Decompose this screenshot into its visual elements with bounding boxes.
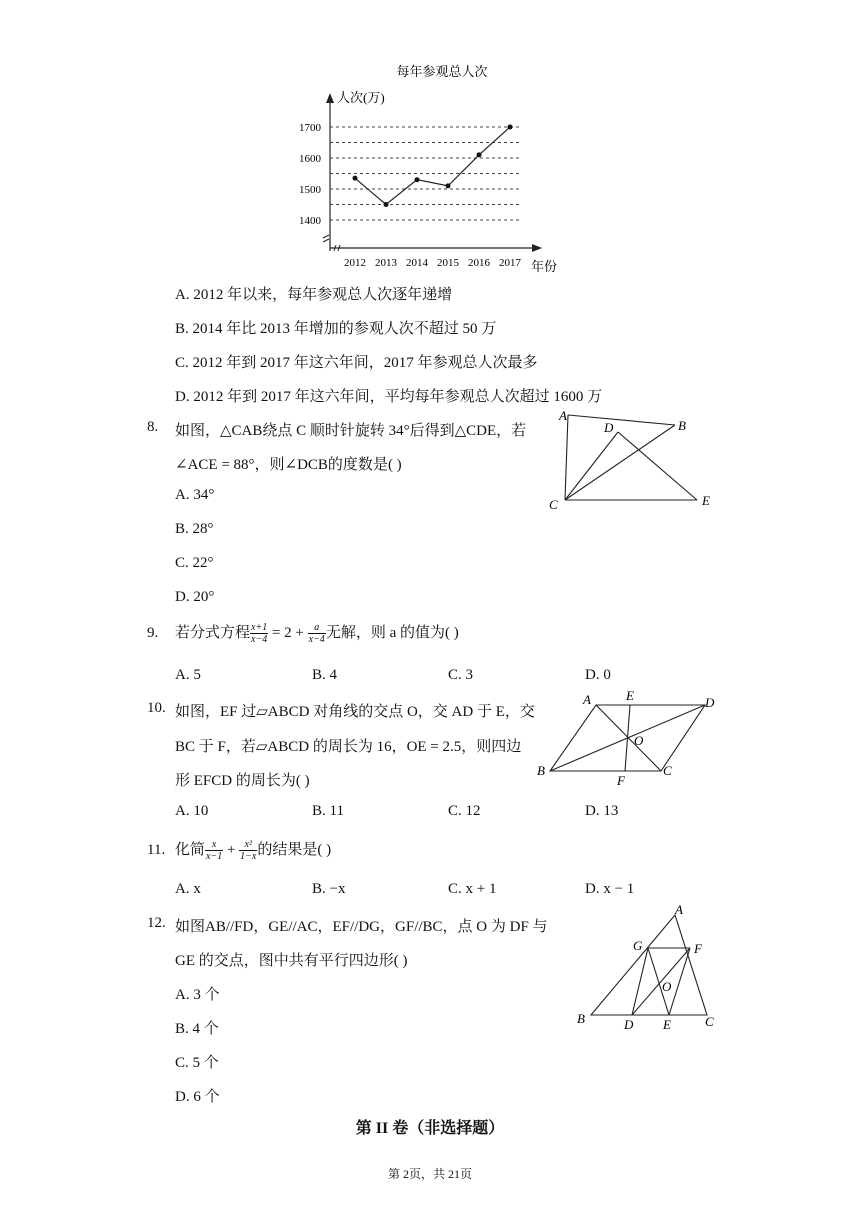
- q11-option-d: D. x − 1: [585, 881, 635, 897]
- q9-option-d: D. 0: [585, 667, 611, 683]
- q8-text-line1: 如图，△CAB绕点 C 顺时针旋转 34°后得到△CDE，若: [175, 423, 527, 439]
- q12-label-e: E: [663, 1017, 671, 1032]
- q11-option-a: A. x: [175, 881, 201, 897]
- q8-label-d: D: [604, 420, 614, 435]
- q10-label-d: D: [705, 695, 715, 710]
- gridlines: [330, 127, 522, 220]
- axis-break-y: [323, 235, 329, 242]
- q9-option-a: A. 5: [175, 667, 201, 683]
- q9-f1-denominator: x−4: [251, 634, 268, 646]
- data-point: [415, 177, 420, 182]
- q9-text: [175, 621, 459, 645]
- q11-number: 11.: [147, 842, 166, 858]
- x-tick-label: 2013: [375, 257, 397, 269]
- q10-label-b: B: [537, 763, 545, 778]
- q12-option-d: D. 6 个: [175, 1089, 220, 1105]
- data-point: [384, 202, 389, 207]
- y-tick-label: 1400: [299, 215, 321, 227]
- q11-option-c: C. x + 1: [448, 881, 497, 897]
- q8-number: 8.: [147, 419, 159, 435]
- q9-mid: = 2 +: [268, 625, 308, 641]
- x-tick-label: 2017: [499, 257, 521, 269]
- q10-label-e: E: [626, 688, 634, 703]
- q8-label-b: B: [678, 418, 686, 433]
- q9-pre: 若分式方程: [175, 625, 251, 641]
- data-point: [353, 176, 358, 181]
- q11-fraction-2: [239, 839, 257, 862]
- q11-mid: +: [223, 842, 240, 858]
- x-tick-label: 2012: [344, 257, 366, 269]
- q10-text-line2: BC 于 F，若▱ABCD 的周长为 16，OE = 2.5，则四边: [175, 739, 522, 755]
- q11-post: 的结果是( ): [257, 842, 332, 858]
- series-line: [355, 127, 510, 205]
- data-points: [353, 125, 513, 208]
- q9-f2-numerator: a: [308, 622, 326, 634]
- q12-figure: [570, 898, 725, 1033]
- q9-fraction-2: [308, 622, 326, 645]
- q10-label-o: O: [634, 733, 644, 748]
- x-axis-arrow: [532, 244, 542, 252]
- q9-post: 无解，则 a 的值为( ): [325, 625, 459, 641]
- q10-text-line3: 形 EFCD 的周长为( ): [175, 773, 310, 789]
- q7-option-c: C. 2012 年到 2017 年这六年间，2017 年参观总人次最多: [175, 355, 538, 371]
- q8-figure: [545, 405, 725, 515]
- x-tick-label: 2016: [468, 257, 490, 269]
- q8-label-e: E: [702, 493, 710, 508]
- q10-option-d: D. 13: [585, 803, 619, 819]
- q7-option-a: A. 2012 年以来，每年参观总人次逐年递增: [175, 287, 453, 303]
- data-point: [508, 125, 513, 130]
- data-point: [446, 183, 451, 188]
- q11-fraction-1: [205, 839, 223, 862]
- q12-number: 12.: [147, 915, 166, 931]
- q8-option-c: C. 22°: [175, 555, 214, 571]
- section-title: 第 II 卷（非选择题）: [355, 1120, 505, 1137]
- q8-text-line2: ∠ACE = 88°，则∠DCB的度数是( ): [175, 457, 402, 473]
- y-tick-label: 1700: [299, 122, 321, 134]
- line-chart: [290, 55, 580, 280]
- q12-label-a: A: [675, 902, 683, 917]
- x-tick-label: 2015: [437, 257, 459, 269]
- q9-fraction-1: [250, 622, 268, 645]
- q8-label-a: A: [559, 408, 567, 423]
- q10-label-c: C: [663, 763, 672, 778]
- q12-label-d: D: [624, 1017, 634, 1032]
- page-footer: 第 2页，共 21页: [387, 1167, 472, 1181]
- q12-label-f: F: [694, 941, 702, 956]
- q11-f2-denominator: 1−x: [240, 851, 257, 863]
- q8-label-c: C: [549, 497, 558, 512]
- q7-option-d: D. 2012 年到 2017 年这六年间，平均每年参观总人次超过 1600 万: [175, 389, 603, 405]
- q9-number: 9.: [147, 625, 159, 641]
- q9-option-c: C. 3: [448, 667, 474, 683]
- q8-option-a: A. 34°: [175, 487, 215, 503]
- q7-option-b: B. 2014 年比 2013 年增加的参观人次不超过 50 万: [175, 321, 497, 337]
- y-tick-label: 1600: [299, 153, 321, 165]
- q12-text-line2: GE 的交点，图中共有平行四边形( ): [175, 953, 408, 969]
- q8-option-d: D. 20°: [175, 589, 215, 605]
- q10-label-a: A: [583, 692, 591, 707]
- x-axis-label: 年份: [531, 259, 558, 274]
- q11-f1-denominator: x−1: [206, 851, 223, 863]
- q11-pre: 化简: [175, 842, 206, 858]
- q10-label-f: F: [617, 773, 625, 788]
- q8-option-b: B. 28°: [175, 521, 214, 537]
- y-axis-label: 人次(万): [337, 90, 385, 105]
- q12-option-a: A. 3 个: [175, 987, 220, 1003]
- q12-label-o: O: [662, 979, 672, 994]
- q9-f1-numerator: x+1: [251, 622, 268, 634]
- y-tick-labels: [299, 122, 322, 227]
- q12-label-g: G: [633, 938, 643, 953]
- data-point: [477, 152, 482, 157]
- q12-text-line1: 如图AB//FD，GE//AC，EF//DG，GF//BC，点 O 为 DF 与: [175, 919, 548, 935]
- x-tick-label: 2014: [406, 257, 428, 269]
- y-axis-arrow: [326, 93, 334, 103]
- q12-option-b: B. 4 个: [175, 1021, 219, 1037]
- q12-option-c: C. 5 个: [175, 1055, 219, 1071]
- chart-title: 每年参观总人次: [396, 64, 488, 79]
- q9-f2-denominator: x−4: [308, 634, 325, 646]
- q12-label-c: C: [705, 1014, 714, 1029]
- q9-option-b: B. 4: [312, 667, 338, 683]
- x-tick-labels: [344, 257, 522, 269]
- q10-figure: [533, 688, 723, 788]
- q11-f2-numerator: x²: [239, 839, 257, 851]
- q10-number: 10.: [147, 700, 166, 716]
- y-tick-label: 1500: [299, 184, 321, 196]
- q10-option-a: A. 10: [175, 803, 209, 819]
- q10-text-line1: 如图，EF 过▱ABCD 对角线的交点 O，交 AD 于 E，交: [175, 704, 535, 720]
- q10-option-b: B. 11: [312, 803, 344, 819]
- q11-text: [175, 838, 331, 862]
- q10-option-c: C. 12: [448, 803, 481, 819]
- q12-label-b: B: [577, 1011, 585, 1026]
- q11-option-b: B. −x: [312, 881, 346, 897]
- q11-f1-numerator: x: [205, 839, 223, 851]
